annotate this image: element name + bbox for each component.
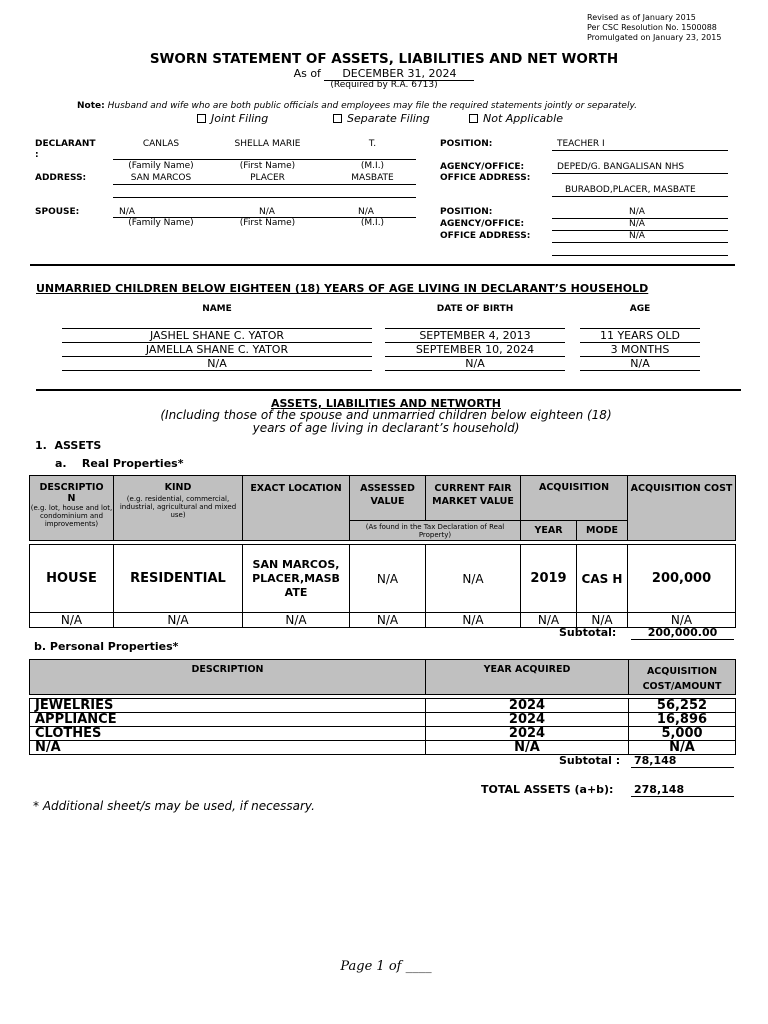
child-age: 3 MONTHS (610, 343, 670, 356)
alnw-heading: ASSETS, LIABILITIES AND NETWORTH (271, 397, 501, 410)
real-assessed: N/A (350, 613, 426, 628)
real-properties-heading: a. Real Properties* (55, 457, 184, 470)
spouse-agency-label: AGENCY/OFFICE: (440, 219, 525, 229)
spouse-agency-value: N/A (629, 219, 645, 229)
header-assessed: ASSESSED VALUE (350, 476, 426, 521)
first-name-caption: (First Name) (239, 161, 296, 171)
separate-filing-checkbox[interactable] (333, 114, 342, 123)
address-part-2: PLACER (250, 173, 285, 183)
as-of-label: As of (293, 67, 321, 80)
header-personal-description: DESCRIPTION (30, 660, 426, 695)
real-mode: N/A (577, 613, 628, 628)
mi-caption: (M.I.) (360, 161, 385, 171)
children-col-name: NAME (202, 304, 232, 314)
section-divider (30, 264, 735, 266)
real-subtotal-value: 200,000.00 (631, 626, 734, 640)
alnw-subheading-1: (Including those of the spouse and unmarried children below eighteen (18) (160, 408, 612, 422)
table-row (30, 741, 736, 755)
personal-cost: 5,000 (629, 727, 736, 741)
promulgated-text: Promulgated on January 23, 2015 (587, 33, 722, 42)
spouse-mi: N/A (358, 207, 374, 217)
declarant-colon: : (35, 150, 39, 160)
note-text: Husband and wife who are both public officials and employees may file the required statements jointly or separately. (107, 101, 637, 111)
resolution-text: Per CSC Resolution No. 1500088 (587, 23, 717, 32)
personal-year: N/A (426, 741, 629, 755)
child-name: N/A (207, 357, 227, 370)
child-name: JASHEL SHANE C. YATOR (149, 329, 285, 342)
note-label: Note: (77, 101, 105, 111)
agency-label: AGENCY/OFFICE: (440, 162, 525, 172)
spouse-office-address-value: N/A (629, 231, 645, 241)
real-location: SAN MARCOS, PLACER,MASB ATE (243, 545, 350, 613)
separate-filing-label: Separate Filing (347, 112, 430, 125)
real-fair-value: N/A (426, 613, 521, 628)
spouse-label: SPOUSE: (35, 207, 80, 217)
child-age: 11 YEARS OLD (599, 329, 681, 342)
real-description: HOUSE (30, 545, 114, 613)
spouse-mi-caption: (M.I.) (360, 218, 385, 228)
joint-filing-option[interactable] (197, 112, 268, 125)
header-tax-note: (As found in the Tax Declaration of Real Property) (350, 521, 521, 541)
personal-cost: 56,252 (629, 699, 736, 713)
child-dob: SEPTEMBER 10, 2024 (415, 343, 535, 356)
not-applicable-label: Not Applicable (483, 112, 563, 125)
as-of-date: DECEMBER 31, 2024 (324, 67, 474, 81)
declarant-family-name: CANLAS (142, 139, 180, 149)
address-part-1: SAN MARCOS (130, 173, 192, 183)
table-row (30, 545, 736, 613)
header-personal-year: YEAR ACQUIRED (426, 660, 629, 695)
position-label: POSITION: (440, 139, 493, 149)
header-acquisition: ACQUISITION (521, 476, 628, 521)
table-row (30, 699, 736, 713)
personal-properties-table (29, 659, 736, 755)
real-location: N/A (243, 613, 350, 628)
spouse-first-name: N/A (259, 207, 275, 217)
header-description: DESCRIPTIO N (e.g. lot, house and lot, condominium and improvements) (30, 476, 114, 541)
header-personal-cost: ACQUISITION COST/AMOUNT (629, 660, 736, 695)
real-year: N/A (521, 613, 577, 628)
real-mode: CAS H (577, 545, 628, 613)
real-properties-table (29, 475, 736, 628)
revised-text: Revised as of January 2015 (587, 13, 696, 22)
personal-description: CLOTHES (30, 727, 426, 741)
total-assets-value: 278,148 (631, 783, 734, 797)
real-kind: RESIDENTIAL (114, 545, 243, 613)
spouse-first-caption: (First Name) (239, 218, 296, 228)
personal-properties-heading: b. Personal Properties* (34, 640, 179, 653)
declarant-first-name: SHELLA MARIE (234, 139, 301, 149)
family-name-caption: (Family Name) (128, 161, 194, 171)
children-col-age: AGE (629, 304, 651, 314)
additional-sheets-note: * Additional sheet/s may be used, if necessary. (33, 799, 315, 813)
alnw-subheading-2: years of age living in declarant’s household) (252, 421, 520, 435)
children-heading: UNMARRIED CHILDREN BELOW EIGHTEEN (18) YEARS OF AGE LIVING IN DECLARANT’S HOUSEHOLD (36, 282, 649, 295)
separate-filing-option[interactable] (333, 112, 430, 125)
personal-subtotal-label: Subtotal : (559, 754, 621, 767)
declarant-mi: T. (368, 139, 377, 149)
spouse-family-name: N/A (119, 207, 135, 217)
personal-year: 2024 (426, 699, 629, 713)
personal-year: 2024 (426, 727, 629, 741)
header-kind: KIND (e.g. residential, commercial, industrial, agricultural and mixed use) (114, 476, 243, 541)
as-of-line (0, 67, 768, 81)
section-divider (36, 389, 741, 391)
address-part-3: MASBATE (351, 173, 394, 183)
header-fair-value: CURRENT FAIR MARKET VALUE (426, 476, 521, 521)
office-address-value: BURABOD,PLACER, MASBATE (565, 185, 696, 195)
child-dob: N/A (465, 357, 485, 370)
real-kind: N/A (114, 613, 243, 628)
personal-year: 2024 (426, 713, 629, 727)
header-mode: MODE (577, 521, 628, 541)
declarant-label: DECLARANT (35, 139, 96, 149)
address-label: ADDRESS: (35, 173, 87, 183)
total-assets-label: TOTAL ASSETS (a+b): (481, 783, 614, 796)
office-address-label: OFFICE ADDRESS: (440, 173, 531, 183)
personal-cost: N/A (629, 741, 736, 755)
note (77, 101, 637, 111)
required-by: (Required by R.A. 6713) (330, 80, 438, 90)
child-name: JAMELLA SHANE C. YATOR (145, 343, 289, 356)
real-cost: N/A (628, 613, 736, 628)
agency-value: DEPED/G. BANGALISAN NHS (557, 162, 685, 172)
personal-description: JEWELRIES (30, 699, 426, 713)
spouse-family-caption: (Family Name) (128, 218, 194, 228)
real-fair-value: N/A (426, 545, 521, 613)
page-footer: Page 1 of ____ (340, 959, 432, 974)
personal-cost: 16,896 (629, 713, 736, 727)
spouse-position-value: N/A (629, 207, 645, 217)
real-cost: 200,000 (628, 545, 736, 613)
position-value: TEACHER I (557, 139, 605, 149)
header-year: YEAR (521, 521, 577, 541)
not-applicable-checkbox[interactable] (469, 114, 478, 123)
real-year: 2019 (521, 545, 577, 613)
real-assessed: N/A (350, 545, 426, 613)
joint-filing-label: Joint Filing (211, 112, 269, 125)
real-subtotal-label: Subtotal: (559, 626, 617, 639)
table-row (30, 727, 736, 741)
document-title: SWORN STATEMENT OF ASSETS, LIABILITIES AND NET WORTH (149, 51, 619, 67)
child-age: N/A (630, 357, 650, 370)
spouse-office-address-label: OFFICE ADDRESS: (440, 231, 531, 241)
personal-subtotal-value: 78,148 (631, 754, 734, 768)
personal-description: N/A (30, 741, 426, 755)
header-location: EXACT LOCATION (243, 476, 350, 541)
revision-info (587, 13, 721, 43)
table-row (30, 613, 736, 628)
child-dob: SEPTEMBER 4, 2013 (419, 329, 531, 342)
children-col-dob: DATE OF BIRTH (436, 304, 514, 314)
assets-heading: 1. ASSETS (35, 439, 102, 452)
spouse-position-label: POSITION: (440, 207, 493, 217)
personal-description: APPLIANCE (30, 713, 426, 727)
real-description: N/A (30, 613, 114, 628)
joint-filing-checkbox[interactable] (197, 114, 206, 123)
header-acquisition-cost: ACQUISITION COST (628, 476, 736, 541)
not-applicable-option[interactable] (469, 112, 563, 125)
table-row (30, 713, 736, 727)
